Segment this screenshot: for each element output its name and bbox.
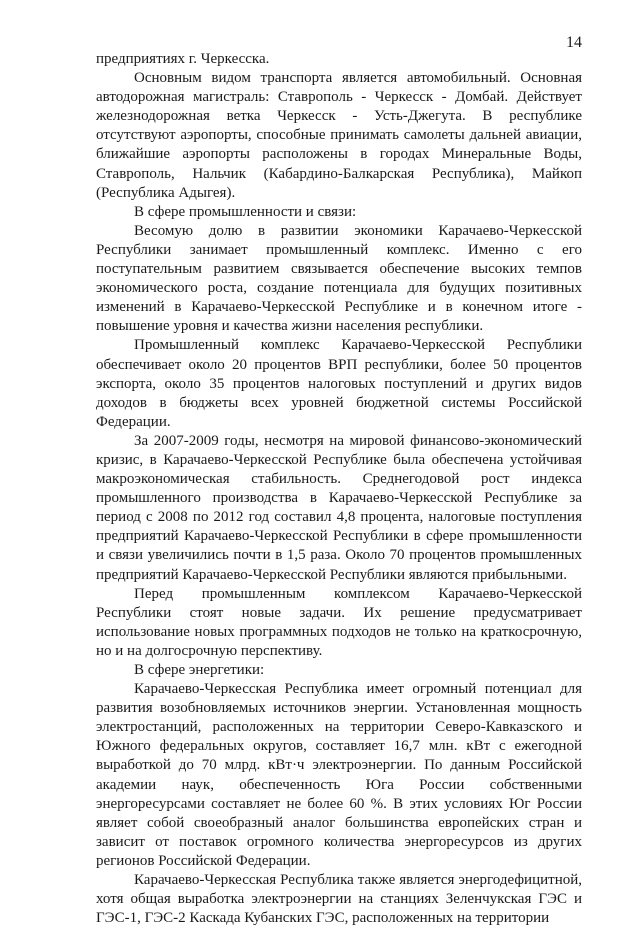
paragraph-new-tasks: Перед промышленным комплексом Карачаево-Черкесской Республики стоят новые задачи. Их решение предусматривает использование новых программных подходов не только на краткосрочную, но и на долгосрочную перспективу. — [96, 585, 582, 659]
page-number: 14 — [566, 34, 582, 51]
paragraph-industry-share: Весомую долю в развитии экономики Карачаево-Черкесской Республики занимает промышленный комплекс. Именно с его поступательным развитием связывается обеспечение высоких темпов экономического роста, создание потенциала для будущих позитивных изменений в Карачаево-Черкесской Республике и в конечном итоге - повышение уровня и качества жизни населения республики. — [96, 222, 582, 335]
paragraph-energy-potential: Карачаево-Черкесская Республика имеет огромный потенциал для развития возобновляемых источников энергии. Установленная мощность электростанций, расположенных на территории Северо-Кавказского и Южного федеральных округов, составляет 16,7 млн. кВт с ежегодной выработкой до 70 млрд. кВт·ч электроэнергии. По данным Российской академии наук, обеспеченность Юга России собственными энергоресурсами составляет не более 60 %. В этих условиях Юг России являет собой своеобразный аналог большинства европейских стран и зависит от поставок огромного количества энергоресурсов из других регионов Российской Федерации. — [96, 681, 582, 869]
section-heading-energy: В сфере энергетики: — [134, 662, 265, 678]
paragraph-industry-complex: Промышленный комплекс Карачаево-Черкесской Республики обеспечивает около 20 процентов ВРП республики, более 50 процентов экспорта, около 35 процентов налоговых поступлений и других видов доходов в бюджеты всех уровней бюджетной системы Российской Федерации. — [96, 337, 582, 430]
paragraph-energy-deficit: Карачаево-Черкесская Республика также является энергодефицитной, хотя общая выработка электроэнергии на станциях Зеленчукская ГЭС и ГЭС-1, ГЭС-2 Каскада Кубанских ГЭС, расположенных на территории — [96, 872, 582, 927]
paragraph-transport: Основным видом транспорта является автомобильный. Основная автодорожная магистраль: Ставрополь - Черкесск - Домбай. Действует железнодорожная ветка Черкесск - Усть-Джегута. В республике отсутствуют аэропорты, способные принимать самолеты дальней авиации, ближайшие аэропорты расположены в городах Минеральные Воды, Ставрополь, Нальчик (Кабардино-Балкарская Республика), Майкоп (Республика Адыгея). — [96, 70, 582, 201]
paragraph-crisis-years: За 2007-2009 годы, несмотря на мировой финансово-экономический кризис, в Карачаево-Черкесской Республике была обеспечена устойчивая макроэкономическая стабильность. Среднегодовой рост индекса промышленного производства в Карачаево-Черкесской Республике за период с 2008 по 2012 год составил 4,8 процента, налоговые поступления предприятий Карачаево-Черкесской Республики в сфере промышленности и связи увеличились почти в 1,5 раза. Около 70 процентов промышленных предприятий Карачаево-Черкесской Республики являются прибыльными. — [96, 432, 582, 583]
document-body — [96, 50, 582, 928]
paragraph-continuation: предприятиях г. Черкесска. — [96, 51, 270, 67]
section-heading-industry: В сфере промышленности и связи: — [134, 203, 357, 220]
